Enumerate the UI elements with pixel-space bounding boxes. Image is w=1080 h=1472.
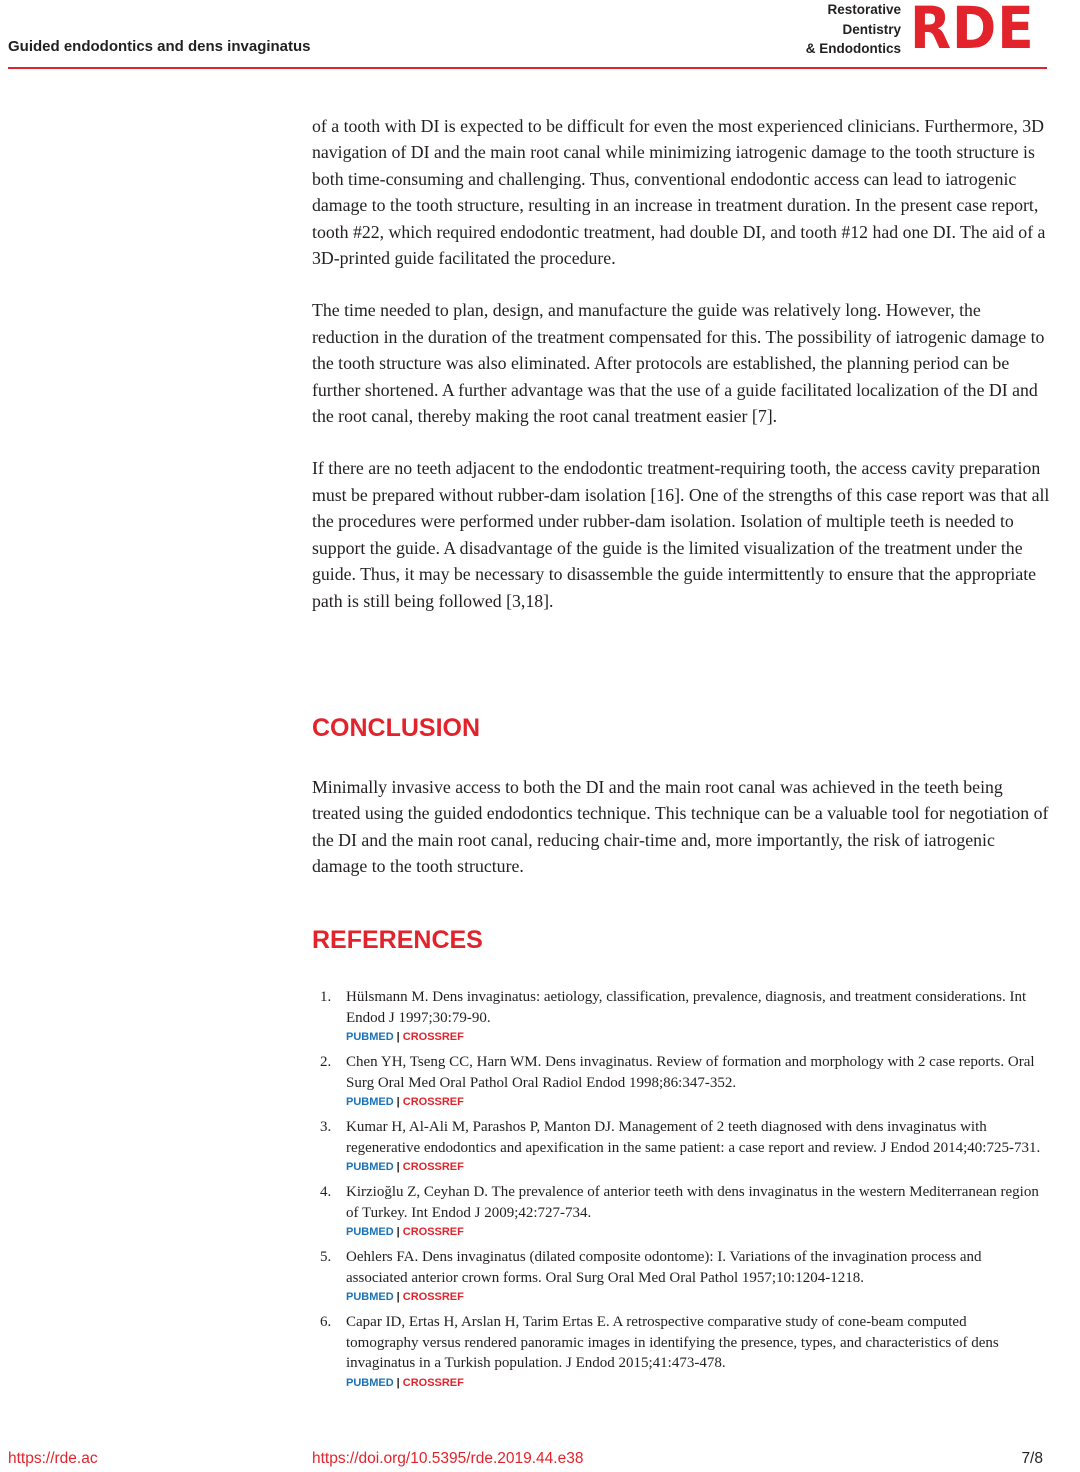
body-paragraph: The time needed to plan, design, and manufacture the guide was relatively long. However, the reduction in the duration of the treatment compensated for this. The possibility of iatrogenic damage to the tooth structure was also eliminated. After protocols are established, the planning period can be further shortened. A further advantage was that the use of a guide facilitated localization of the DI and the root canal, thereby making the root canal treatment easier [7]. <box>312 300 1045 427</box>
reference-item <box>312 1117 1042 1175</box>
reference-links <box>346 1376 1042 1391</box>
journal-name <box>806 0 901 59</box>
reference-links <box>346 1095 1042 1110</box>
page-number: 7/8 <box>1021 1450 1043 1467</box>
page-header <box>0 0 1080 70</box>
pubmed-link[interactable]: PUBMED <box>346 1031 394 1043</box>
discussion-text <box>312 113 1052 640</box>
reference-number: 2. <box>320 1054 332 1070</box>
reference-item <box>312 1312 1042 1391</box>
reference-links <box>346 1225 1042 1240</box>
journal-site-link[interactable]: https://rde.ac <box>8 1450 98 1467</box>
journal-name-line: Restorative <box>827 2 901 17</box>
reference-list <box>312 987 1042 1398</box>
journal-name-line: Dentistry <box>842 21 901 37</box>
journal-logo: RDE <box>910 0 1035 62</box>
reference-text: Chen YH, Tseng CC, Harn WM. Dens invaginatus. Review of formation and morphology with 2 case reports. Oral Surg Oral Med Oral Pathol Oral Radiol Endod 1998;86:347-352. <box>346 1054 1035 1091</box>
crossref-link[interactable]: CROSSREF <box>402 1291 464 1303</box>
reference-links <box>346 1290 1042 1305</box>
doi-link[interactable]: https://doi.org/10.5395/rde.2019.44.e38 <box>312 1450 584 1467</box>
pubmed-link[interactable]: PUBMED <box>346 1376 394 1389</box>
body-paragraph: of a tooth with DI is expected to be difficult for even the most experienced clinicians. Furthermore, 3D navigation of DI and the main root canal while minimizing iatrogenic damage to the tooth structure is both time-consuming and challenging. Thus, conventional endodontic access can lead to iatrogenic damage to the tooth structure, resulting in an increase in treatment duration. In the present case report, tooth #22, which required endodontic treatment, had double DI, and tooth #12 had one DI. The aid of a 3D-printed guide facilitated the procedure. <box>312 116 1046 269</box>
crossref-link[interactable]: CROSSREF <box>402 1226 464 1238</box>
reference-item <box>312 1182 1042 1240</box>
reference-number: 6. <box>320 1314 332 1330</box>
link-separator: | <box>396 1376 400 1389</box>
header-divider <box>8 67 1047 69</box>
link-separator: | <box>396 1226 400 1238</box>
reference-links <box>346 1160 1042 1175</box>
page-footer <box>0 1446 1080 1472</box>
pubmed-link[interactable]: PUBMED <box>346 1161 394 1173</box>
conclusion-section <box>312 774 1052 906</box>
reference-number: 1. <box>320 989 332 1005</box>
references-heading: REFERENCES <box>312 926 483 954</box>
reference-number: 5. <box>320 1249 332 1265</box>
crossref-link[interactable]: CROSSREF <box>402 1031 464 1043</box>
reference-item <box>312 987 1042 1045</box>
running-title: Guided endodontics and dens invaginatus <box>8 38 311 55</box>
link-separator: | <box>396 1161 400 1173</box>
reference-text: Capar ID, Ertas H, Arslan H, Tarim Ertas E. A retrospective comparative study of cone-beam computed tomography versus rendered panoramic images in identifying the presence, types, and characteristics of dens invaginatus in a Turkish population. J Endod 2015;41:473-478. <box>346 1314 999 1371</box>
link-separator: | <box>396 1031 400 1043</box>
reference-item <box>312 1247 1042 1305</box>
conclusion-heading: CONCLUSION <box>312 714 481 742</box>
pubmed-link[interactable]: PUBMED <box>346 1291 394 1303</box>
crossref-link[interactable]: CROSSREF <box>402 1376 464 1389</box>
journal-name-line: & Endodontics <box>805 41 901 56</box>
crossref-link[interactable]: CROSSREF <box>402 1161 464 1173</box>
link-separator: | <box>396 1291 400 1303</box>
link-separator: | <box>396 1096 400 1108</box>
crossref-link[interactable]: CROSSREF <box>402 1096 464 1108</box>
reference-text: Kumar H, Al-Ali M, Parashos P, Manton DJ. Management of 2 teeth diagnosed with dens invaginatus with regenerative endodontics and apexification in the same patient: a case report and review. J Endod 2014;40:725-731. <box>346 1119 1041 1156</box>
reference-links <box>346 1030 1042 1045</box>
pubmed-link[interactable]: PUBMED <box>346 1096 394 1108</box>
body-paragraph: If there are no teeth adjacent to the endodontic treatment-requiring tooth, the access cavity preparation must be prepared without rubber-dam isolation [16]. One of the strengths of this case report was that all the procedures were performed under rubber-dam isolation. Isolation of multiple teeth is needed to support the guide. A disadvantage of the guide is the limited visualization of the treatment under the guide. Thus, it may be necessary to disassemble the guide intermittently to ensure that the appropriate path is still being followed [3,18]. <box>312 458 1050 611</box>
reference-number: 4. <box>320 1184 332 1200</box>
reference-item <box>312 1052 1042 1110</box>
reference-text: Oehlers FA. Dens invaginatus (dilated composite odontome): I. Variations of the invagination process and associated anterior crown forms. Oral Surg Oral Med Oral Pathol 1957;10:1204-1218. <box>346 1249 982 1286</box>
reference-number: 3. <box>320 1119 332 1135</box>
conclusion-paragraph: Minimally invasive access to both the DI and the main root canal was achieved in the teeth being treated using the guided endodontics technique. This technique can be a valuable tool for negotiation of the DI and the main root canal, reducing chair-time and, more importantly, the risk of iatrogenic damage to the tooth structure. <box>312 777 1049 877</box>
reference-text: Kirzioğlu Z, Ceyhan D. The prevalence of anterior teeth with dens invaginatus in the western Mediterranean region of Turkey. Int Endod J 2009;42:727-734. <box>346 1184 1039 1221</box>
pubmed-link[interactable]: PUBMED <box>346 1226 394 1238</box>
reference-text: Hülsmann M. Dens invaginatus: aetiology, classification, prevalence, diagnosis, and treatment considerations. Int Endod J 1997;30:79-90. <box>346 989 1027 1026</box>
